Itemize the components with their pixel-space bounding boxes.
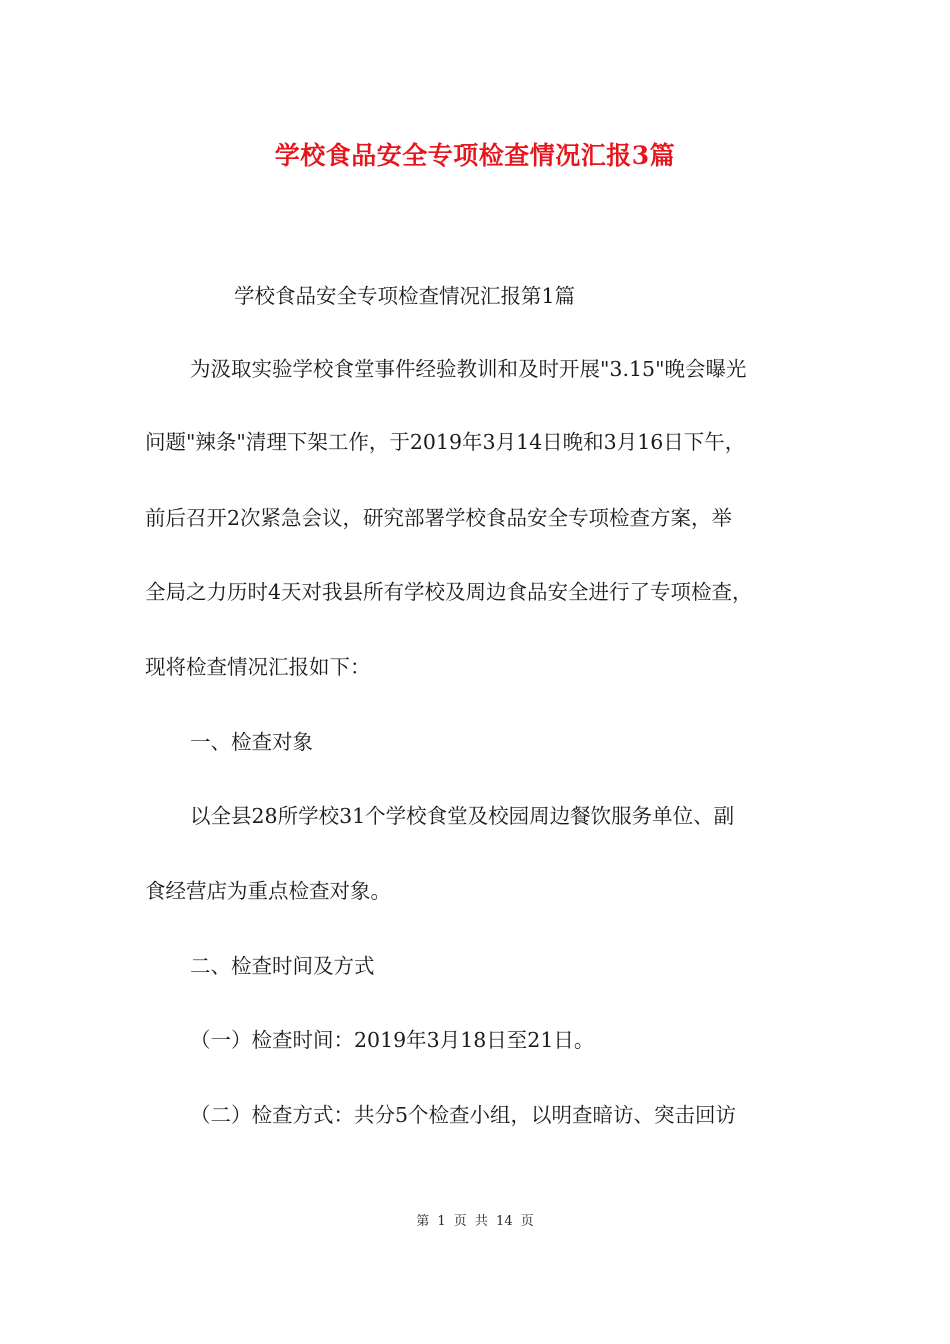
- section-heading: 一、检查对象: [190, 730, 313, 754]
- body-line: 以全县28所学校31个学校食堂及校园周边餐饮服务单位、副: [190, 804, 735, 828]
- page-footer: 第 1 页 共 14 页: [416, 1214, 534, 1229]
- body-line: （二）检查方式：共分5个检查小组，以明查暗访、突击回访: [190, 1103, 737, 1127]
- body-line: 前后召开2次紧急会议，研究部署学校食品安全专项检查方案，举: [145, 506, 733, 530]
- body-line: 全局之力历时4天对我县所有学校及周边食品安全进行了专项检查，: [145, 580, 753, 604]
- body-line: 食经营店为重点检查对象。: [145, 879, 391, 903]
- page-title: 学校食品安全专项检查情况汇报3篇: [274, 141, 676, 170]
- section-subtitle: 学校食品安全专项检查情况汇报第1篇: [234, 284, 576, 308]
- section-heading: 二、检查时间及方式: [190, 954, 375, 978]
- body-line: （一）检查时间：2019年3月18日至21日。: [190, 1028, 595, 1052]
- body-line: 问题"辣条"清理下架工作，于2019年3月14日晚和3月16日下午，: [145, 430, 746, 454]
- body-line: 为汲取实验学校食堂事件经验教训和及时开展"3.15"晚会曝光: [190, 357, 747, 381]
- body-line: 现将检查情况汇报如下：: [145, 655, 371, 679]
